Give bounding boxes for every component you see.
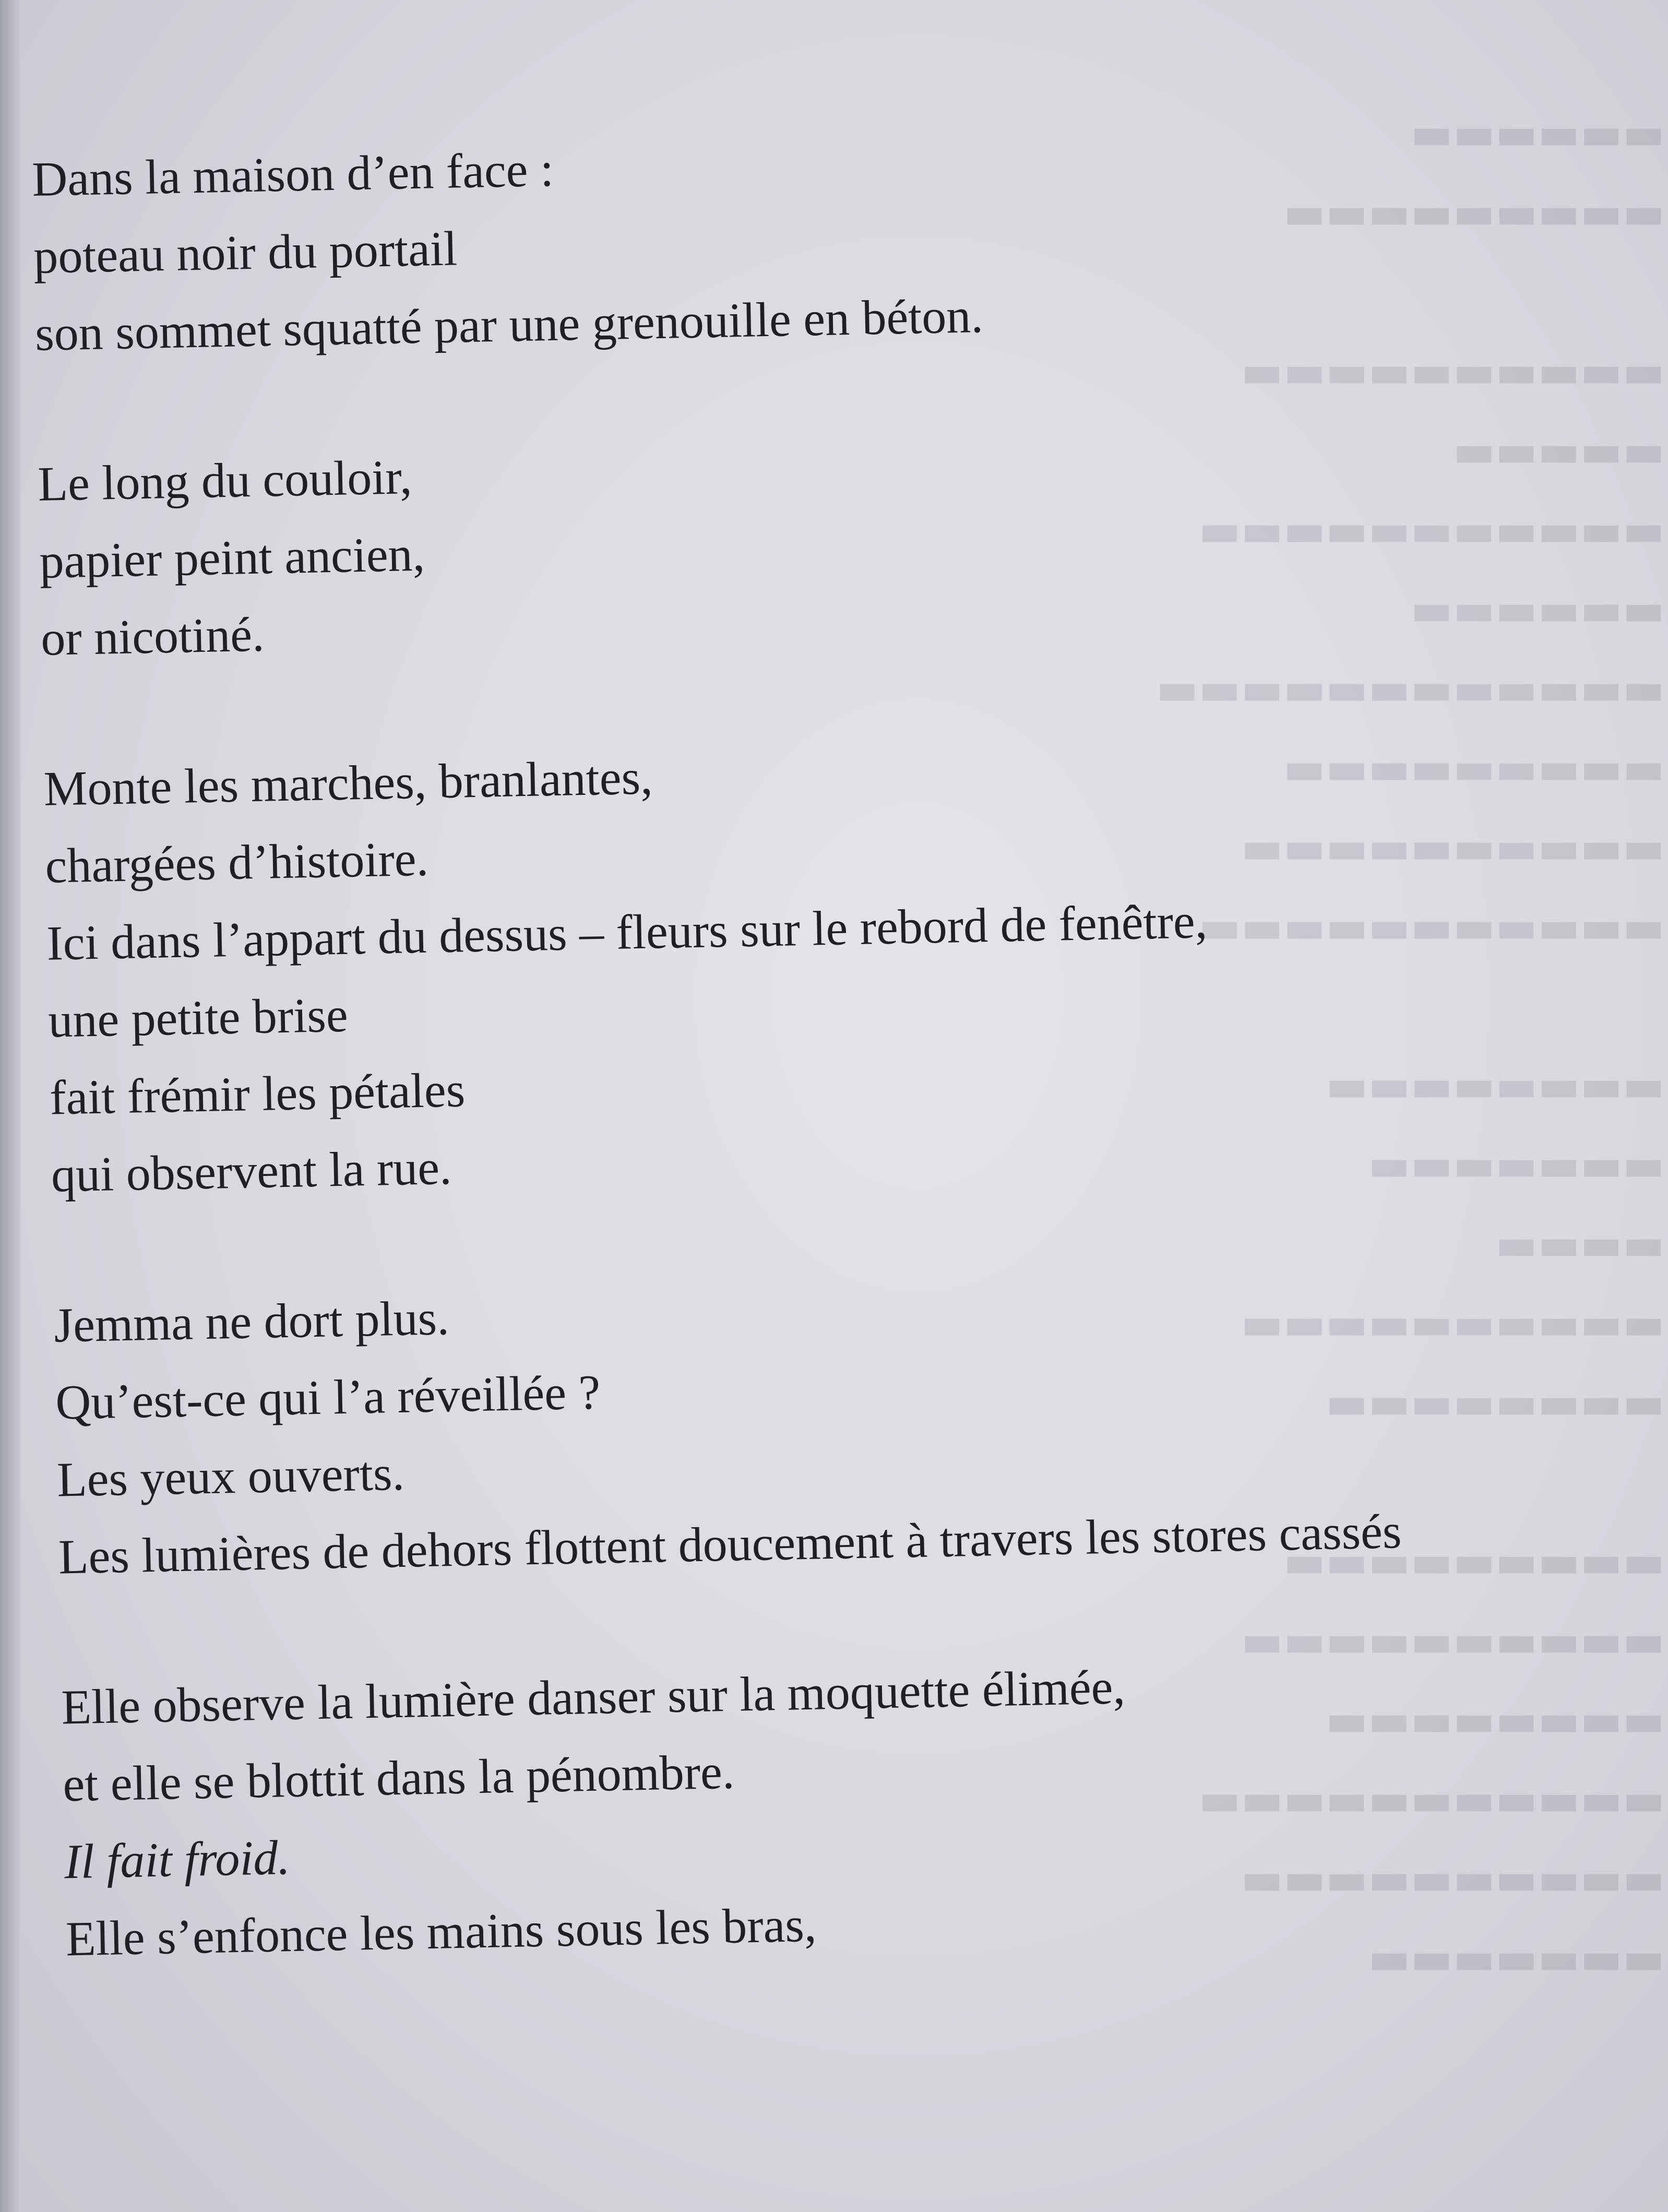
poem-line: or nicotiné. xyxy=(40,607,265,666)
poem-line: poteau noir du portail xyxy=(33,221,458,284)
poem-line: Les lumières de dehors flottent doucement à travers les stores cassés xyxy=(58,1504,1402,1585)
poem-line: Le long du couloir, xyxy=(37,450,413,512)
poem-line: fait frémir les pétales xyxy=(49,1063,466,1125)
stanza-3 xyxy=(43,719,1668,1214)
stanza-2 xyxy=(37,414,1668,677)
poem-line: papier peint ancien, xyxy=(39,527,425,589)
poem-line-italic: Il fait froid. xyxy=(64,1830,291,1889)
poem-line: Elle observe la lumière danser sur la moquette élimée, xyxy=(61,1660,1126,1735)
poem-line: Dans la maison d’en face : xyxy=(31,142,554,207)
poem-line: Qu’est-ce qui l’a réveillée ? xyxy=(55,1365,601,1430)
poem-line: qui observent la rue. xyxy=(51,1140,452,1203)
poem-text xyxy=(31,110,1668,2207)
poem-line: Monte les marches, branlantes, xyxy=(43,750,653,816)
poem-line: chargées d’histoire. xyxy=(44,831,429,894)
stanza-4 xyxy=(53,1255,1668,1596)
poem-line: Les yeux ouverts. xyxy=(56,1446,405,1507)
poem-line: Elle s’enfonce les mains sous les bras, xyxy=(65,1897,817,1967)
page-gutter-shadow xyxy=(0,0,21,2212)
stanza-1 xyxy=(31,110,1668,373)
poem-line: Ici dans l’appart du dessus – fleurs sur le rebord de fenêtre, xyxy=(46,894,1208,971)
stanza-5 xyxy=(61,1637,1668,1978)
poem-line: Jemma ne dort plus. xyxy=(53,1291,450,1353)
show-through-texture: ▬▬▬▬▬▬ ▬▬▬▬▬▬▬▬▬ ▬▬▬▬▬▬▬▬▬▬ ▬▬▬▬▬ ▬▬▬▬▬▬▬▬▬▬▬ ▬▬▬▬▬▬ ▬▬▬▬▬▬▬▬▬▬▬▬ ▬▬▬▬▬▬▬▬▬ ▬▬▬▬▬▬▬▬▬▬ ▬▬▬▬▬▬▬▬▬▬▬ ▬▬▬▬▬▬▬▬ ▬▬▬▬▬▬▬ ▬▬▬▬ ▬▬▬▬▬▬▬▬▬▬ ▬▬▬▬▬▬▬▬ ▬▬▬▬▬▬▬▬▬ ▬▬▬▬▬▬▬▬▬▬ ▬▬▬▬▬▬▬▬ ▬▬▬▬▬▬▬▬▬▬▬ ▬▬▬▬▬▬▬▬▬▬ ▬▬▬▬▬▬▬ xyxy=(1155,108,1665,1984)
poem-line: une petite brise xyxy=(47,988,349,1048)
poem-line: son sommet squatté par une grenouille en béton. xyxy=(34,289,984,361)
poem-line: et elle se blottit dans la pénombre. xyxy=(62,1744,735,1812)
